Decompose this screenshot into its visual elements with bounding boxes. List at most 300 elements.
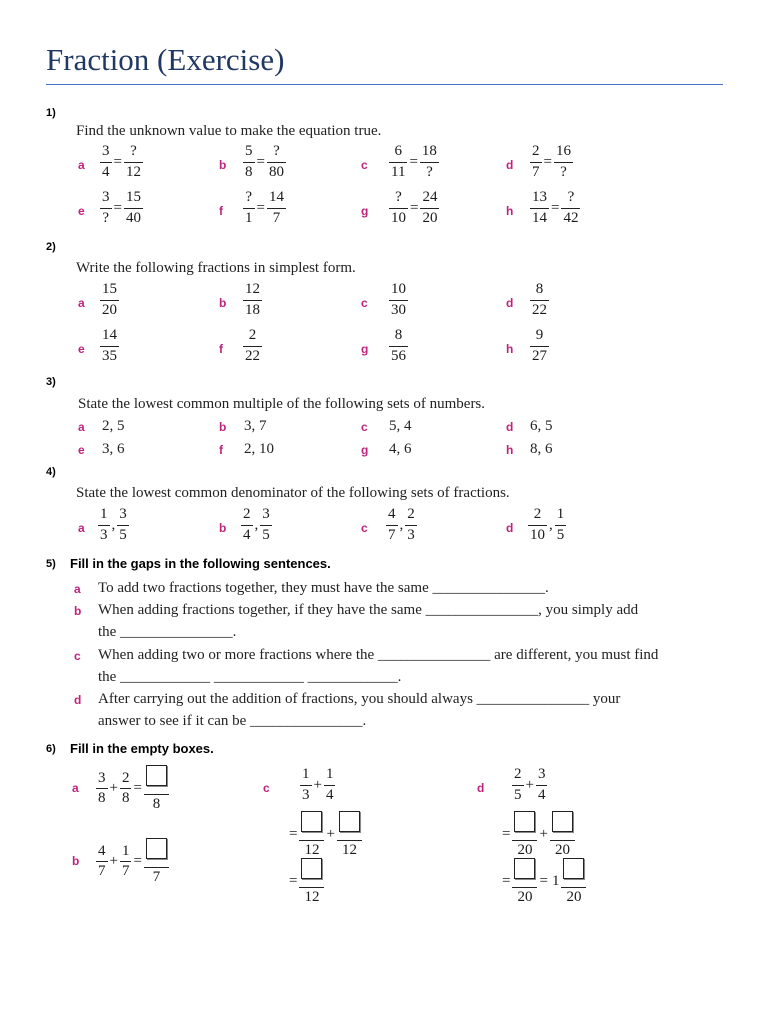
numerator: 18 xyxy=(421,143,437,159)
q1-item-a xyxy=(100,144,143,181)
denominator: 12 xyxy=(304,841,320,858)
fraction xyxy=(96,844,108,881)
page-title: Fraction (Exercise) xyxy=(46,42,285,77)
fraction-bar xyxy=(267,162,286,163)
answer-fraction xyxy=(144,765,169,813)
denominator: 11 xyxy=(391,163,406,180)
fraction-bar xyxy=(241,525,253,526)
numerator: 4 xyxy=(98,842,106,859)
denominator: 7 xyxy=(388,526,396,543)
q4-item-b xyxy=(241,507,272,544)
q5-sentence-line: the _______________. xyxy=(98,624,237,640)
answer-box[interactable] xyxy=(514,811,535,832)
numerator: 1 xyxy=(302,766,310,782)
question-number-5: 5) xyxy=(46,558,56,570)
fraction-second xyxy=(555,507,567,544)
q6-item-c-step1 xyxy=(300,767,335,804)
fraction-first xyxy=(98,507,110,544)
q3-item-d: 6, 5 xyxy=(530,418,553,434)
item-letter-h: h xyxy=(506,204,514,218)
q3-item-c: 5, 4 xyxy=(389,418,412,434)
denominator: 27 xyxy=(532,347,547,364)
numerator: 2 xyxy=(121,769,130,786)
denominator: 20 xyxy=(566,888,582,905)
fraction-right xyxy=(420,190,439,227)
title-underline xyxy=(46,84,723,85)
fraction-right xyxy=(267,190,286,227)
fraction-bar xyxy=(530,208,549,209)
answer-box[interactable] xyxy=(514,858,535,879)
answer-box[interactable] xyxy=(146,765,167,786)
denominator: ? xyxy=(102,209,110,226)
denominator: 18 xyxy=(245,301,260,318)
q5-sentence-line: When adding two or more fractions where the _______________ are different, you must find xyxy=(98,647,659,663)
answer-fraction xyxy=(337,811,362,859)
fraction-bar xyxy=(117,525,129,526)
q6-item-a xyxy=(96,765,169,813)
denominator: 14 xyxy=(532,209,547,226)
q4-item-c xyxy=(386,507,417,544)
q2-item-f xyxy=(243,328,262,365)
denominator: 12 xyxy=(341,841,357,858)
denominator: 7 xyxy=(121,863,130,880)
q5-sentence-line: To add two fractions together, they must have the same _______________. xyxy=(98,580,549,596)
numerator: 2 xyxy=(514,766,522,782)
q5-sentence-line: After carrying out the addition of fractions, you should always _______________ your xyxy=(98,691,621,707)
item-letter-a: a xyxy=(74,582,81,596)
fraction xyxy=(512,767,524,804)
fraction-right xyxy=(561,190,580,227)
denominator: 20 xyxy=(517,841,533,858)
q5-sentence-line: When adding fractions together, if they have the same _______________, you simply add xyxy=(98,602,639,618)
item-letter-e: e xyxy=(78,342,85,356)
operator: = xyxy=(113,199,122,216)
fraction-second xyxy=(405,507,417,544)
fraction-bar xyxy=(389,162,407,163)
denominator: 10 xyxy=(530,526,545,543)
numerator: 8 xyxy=(535,281,544,297)
denominator: 3 xyxy=(302,786,310,803)
q2-item-a xyxy=(100,282,119,319)
denominator: 5 xyxy=(119,526,127,543)
q3-item-g: 4, 6 xyxy=(389,441,412,457)
operator: = xyxy=(410,199,419,216)
fraction-left xyxy=(389,190,408,227)
answer-box[interactable] xyxy=(552,811,573,832)
numerator: 14 xyxy=(268,189,284,205)
numerator: 3 xyxy=(102,189,110,205)
item-letter-d: d xyxy=(74,693,82,707)
q6-item-d-step2 xyxy=(500,811,575,859)
answer-box[interactable] xyxy=(301,858,322,879)
q5-sentence-line: the ____________ ____________ ____________. xyxy=(98,669,402,685)
operator: , xyxy=(549,516,553,533)
numerator: 1 xyxy=(556,506,565,522)
fraction-bar xyxy=(243,208,255,209)
denominator: 20 xyxy=(102,301,117,318)
denominator: 5 xyxy=(262,526,270,543)
item-letter-b: b xyxy=(219,521,227,535)
fraction-first xyxy=(386,507,398,544)
fraction-bar xyxy=(536,785,548,786)
operator: = xyxy=(133,780,142,797)
q4-item-d xyxy=(528,507,566,544)
fraction xyxy=(100,328,119,365)
answer-fraction xyxy=(561,858,586,906)
fraction-bar xyxy=(324,785,336,786)
item-letter-c: c xyxy=(361,521,368,535)
question-number-3: 3) xyxy=(46,376,56,388)
denominator: 7 xyxy=(98,863,106,880)
fraction-bar xyxy=(100,162,112,163)
denominator: 7 xyxy=(532,163,540,180)
denominator: 5 xyxy=(556,526,565,543)
item-letter-b: b xyxy=(219,296,227,310)
q1-item-c xyxy=(389,144,439,181)
q6-item-d-step1 xyxy=(512,767,547,804)
q1-item-h xyxy=(530,190,580,227)
fraction-left xyxy=(100,144,112,181)
numerator: 5 xyxy=(245,143,253,159)
item-letter-h: h xyxy=(506,443,514,457)
q3-instruction: State the lowest common multiple of the following sets of numbers. xyxy=(78,396,486,412)
numerator: 12 xyxy=(245,281,260,297)
item-letter-c: c xyxy=(361,296,368,310)
item-letter-g: g xyxy=(361,342,369,356)
item-letter-g: g xyxy=(361,204,369,218)
fraction-bar xyxy=(120,861,132,862)
denominator: 8 xyxy=(121,790,130,807)
fraction-bar xyxy=(530,300,549,301)
fraction-bar xyxy=(267,208,286,209)
fraction-bar xyxy=(98,525,110,526)
numerator: 10 xyxy=(391,281,406,297)
fraction-first xyxy=(241,507,253,544)
fraction xyxy=(243,328,262,365)
numerator: 2 xyxy=(533,506,542,522)
operator: = xyxy=(502,873,511,890)
q2-instruction: Write the following fractions in simplest form. xyxy=(76,260,356,276)
denominator: 42 xyxy=(563,209,579,226)
numerator: 4 xyxy=(388,506,396,522)
denominator: 30 xyxy=(391,301,406,318)
denominator: ? xyxy=(426,163,433,180)
item-letter-c: c xyxy=(263,781,270,795)
fraction-bar xyxy=(528,525,547,526)
item-letter-b: b xyxy=(219,420,227,434)
operator: , xyxy=(254,516,259,533)
fraction-bar xyxy=(389,346,408,347)
denominator: 1 xyxy=(245,209,253,226)
item-letter-b: b xyxy=(74,604,82,618)
fraction xyxy=(120,771,132,808)
fraction-second xyxy=(260,507,272,544)
numerator: ? xyxy=(245,189,253,205)
fraction xyxy=(536,767,548,804)
numerator: 2 xyxy=(243,506,251,522)
q6-item-c-step2 xyxy=(287,811,362,859)
operator: = xyxy=(543,153,552,170)
operator: = xyxy=(409,153,418,170)
denominator: 35 xyxy=(102,347,117,364)
fraction-bar xyxy=(144,867,169,868)
fraction-bar xyxy=(389,208,408,209)
numerator: 1 xyxy=(325,766,334,782)
operator: = xyxy=(256,199,265,216)
fraction-left xyxy=(243,190,255,227)
answer-box[interactable] xyxy=(146,838,167,859)
fraction-bar xyxy=(124,208,143,209)
fraction-bar xyxy=(555,525,567,526)
fraction-bar xyxy=(96,788,108,789)
answer-box[interactable] xyxy=(563,858,584,879)
operator: = xyxy=(289,826,298,843)
answer-fraction xyxy=(512,858,537,906)
fraction-bar xyxy=(243,162,255,163)
item-letter-c: c xyxy=(361,158,368,172)
denominator: 4 xyxy=(537,786,546,803)
q4-instruction: State the lowest common denominator of the following sets of fractions. xyxy=(76,485,510,501)
item-letter-a: a xyxy=(78,296,85,310)
fraction-right xyxy=(124,144,143,181)
fraction-right xyxy=(267,144,286,181)
answer-fraction xyxy=(550,811,575,859)
numerator: 2 xyxy=(407,506,415,522)
fraction-right xyxy=(420,144,439,181)
q2-item-b xyxy=(243,282,262,319)
fraction-bar xyxy=(299,887,324,888)
fraction-bar xyxy=(300,785,312,786)
fraction xyxy=(389,282,408,319)
denominator: 10 xyxy=(391,209,406,226)
q6-heading: Fill in the empty boxes. xyxy=(70,741,214,756)
operator: = xyxy=(551,199,560,216)
q3-item-h: 8, 6 xyxy=(530,441,553,457)
q5-sentence-line: answer to see if it can be _______________. xyxy=(98,713,367,729)
numerator: 1 xyxy=(121,842,130,859)
numerator: 3 xyxy=(262,506,270,522)
numerator: 2 xyxy=(532,143,540,159)
item-letter-c: c xyxy=(74,649,81,663)
fraction-left xyxy=(389,144,407,181)
numerator: 2 xyxy=(248,327,257,343)
operator: , xyxy=(111,516,116,533)
denominator: 5 xyxy=(514,786,522,803)
fraction xyxy=(243,282,262,319)
numerator: 3 xyxy=(537,766,546,782)
fraction-bar xyxy=(512,840,537,841)
fraction-left xyxy=(243,144,255,181)
fraction-bar xyxy=(243,346,262,347)
fraction xyxy=(389,328,408,365)
fraction-bar xyxy=(420,208,439,209)
numerator: ? xyxy=(567,189,575,205)
fraction-left xyxy=(530,144,542,181)
item-letter-f: f xyxy=(219,204,223,218)
operator: , xyxy=(399,516,404,533)
denominator: 22 xyxy=(245,347,260,364)
q1-item-b xyxy=(243,144,286,181)
denominator: 12 xyxy=(125,163,141,180)
denominator: 20 xyxy=(422,209,438,226)
item-letter-f: f xyxy=(219,342,223,356)
q1-instruction: Find the unknown value to make the equation true. xyxy=(76,123,382,139)
numerator: 9 xyxy=(535,327,544,343)
fraction-bar xyxy=(144,794,169,795)
q2-item-g xyxy=(389,328,408,365)
item-letter-f: f xyxy=(219,443,223,457)
operator: = xyxy=(113,153,122,170)
fraction-bar xyxy=(389,300,408,301)
fraction-right xyxy=(554,144,573,181)
operator: + xyxy=(539,826,548,843)
item-letter-g: g xyxy=(361,443,369,457)
denominator: 3 xyxy=(100,526,108,543)
fraction-bar xyxy=(405,525,417,526)
item-letter-a: a xyxy=(78,158,85,172)
item-letter-a: a xyxy=(72,781,79,795)
denominator: 8 xyxy=(98,790,106,807)
q6-item-b xyxy=(96,838,169,886)
q2-item-e xyxy=(100,328,119,365)
item-letter-d: d xyxy=(477,781,485,795)
fraction xyxy=(530,328,549,365)
question-number-6: 6) xyxy=(46,743,56,755)
answer-fraction xyxy=(299,811,324,859)
q6-item-d-step3 xyxy=(500,858,586,906)
fraction-bar xyxy=(124,162,143,163)
denominator: 7 xyxy=(272,209,281,226)
operator: = xyxy=(256,153,265,170)
q3-item-f: 2, 10 xyxy=(244,441,274,457)
denominator: 80 xyxy=(268,163,284,180)
item-letter-c: c xyxy=(361,420,368,434)
numerator: 15 xyxy=(125,189,141,205)
fraction-bar xyxy=(337,840,362,841)
denominator: 8 xyxy=(245,163,253,180)
denominator: 8 xyxy=(152,795,161,812)
numerator: 16 xyxy=(555,143,571,159)
fraction xyxy=(324,767,336,804)
denominator: 3 xyxy=(407,526,415,543)
denominator: ? xyxy=(560,163,567,180)
fraction-bar xyxy=(386,525,398,526)
denominator: 40 xyxy=(125,209,141,226)
item-letter-e: e xyxy=(78,443,85,457)
denominator: 4 xyxy=(325,786,334,803)
fraction-bar xyxy=(100,346,119,347)
operator: = xyxy=(539,873,548,890)
fraction xyxy=(300,767,312,804)
denominator: 20 xyxy=(554,841,570,858)
denominator: 12 xyxy=(304,888,320,905)
numerator: 24 xyxy=(422,189,438,205)
numerator: ? xyxy=(395,189,402,205)
fraction-bar xyxy=(96,861,108,862)
fraction-bar xyxy=(260,525,272,526)
item-letter-d: d xyxy=(506,420,514,434)
q3-item-a: 2, 5 xyxy=(102,418,125,434)
denominator: 56 xyxy=(391,347,406,364)
q1-item-f xyxy=(243,190,286,227)
item-letter-d: d xyxy=(506,296,514,310)
operator: + xyxy=(109,853,118,870)
q4-item-a xyxy=(98,507,129,544)
fraction-bar xyxy=(120,788,132,789)
item-letter-e: e xyxy=(78,204,85,218)
q2-item-c xyxy=(389,282,408,319)
fraction-first xyxy=(528,507,547,544)
question-number-2: 2) xyxy=(46,241,56,253)
numerator: 8 xyxy=(394,327,403,343)
numerator: 15 xyxy=(102,281,117,297)
fraction-bar xyxy=(420,162,439,163)
item-letter-h: h xyxy=(506,342,514,356)
q1-item-e xyxy=(100,190,143,227)
q1-item-d xyxy=(530,144,573,181)
numerator: ? xyxy=(130,143,137,159)
q6-item-c-step3 xyxy=(287,858,324,906)
fraction-bar xyxy=(243,300,262,301)
item-letter-a: a xyxy=(78,420,85,434)
numerator: 6 xyxy=(394,143,402,159)
fraction-bar xyxy=(530,162,542,163)
item-letter-b: b xyxy=(72,854,80,868)
item-letter-d: d xyxy=(506,521,514,535)
operator: = xyxy=(502,826,511,843)
numerator: 1 xyxy=(100,506,108,522)
fraction-bar xyxy=(100,208,112,209)
answer-fraction xyxy=(299,858,324,906)
q1-item-g xyxy=(389,190,439,227)
numerator: 3 xyxy=(102,143,110,159)
fraction-bar xyxy=(512,785,524,786)
numerator: 14 xyxy=(102,327,117,343)
fraction-bar xyxy=(512,887,537,888)
fraction xyxy=(96,771,108,808)
whole-number: 1 xyxy=(551,873,560,890)
operator: = xyxy=(133,853,142,870)
fraction-bar xyxy=(100,300,119,301)
fraction-bar xyxy=(299,840,324,841)
answer-fraction xyxy=(144,838,169,886)
numerator: 13 xyxy=(532,189,547,205)
fraction-second xyxy=(117,507,129,544)
fraction-bar xyxy=(561,887,586,888)
denominator: 4 xyxy=(102,163,110,180)
operator: + xyxy=(313,776,322,793)
operator: = xyxy=(289,873,298,890)
denominator: 4 xyxy=(243,526,251,543)
item-letter-a: a xyxy=(78,521,85,535)
fraction xyxy=(120,844,132,881)
operator: + xyxy=(109,780,118,797)
operator: + xyxy=(525,776,534,793)
fraction-bar xyxy=(561,208,580,209)
question-number-4: 4) xyxy=(46,466,56,478)
q2-item-d xyxy=(530,282,549,319)
question-number-1: 1) xyxy=(46,107,56,119)
numerator: 3 xyxy=(119,506,127,522)
fraction-left xyxy=(100,190,112,227)
operator: + xyxy=(326,826,335,843)
denominator: 20 xyxy=(517,888,533,905)
fraction-bar xyxy=(530,346,549,347)
answer-box[interactable] xyxy=(301,811,322,832)
item-letter-b: b xyxy=(219,158,227,172)
answer-box[interactable] xyxy=(339,811,360,832)
denominator: 22 xyxy=(532,301,547,318)
